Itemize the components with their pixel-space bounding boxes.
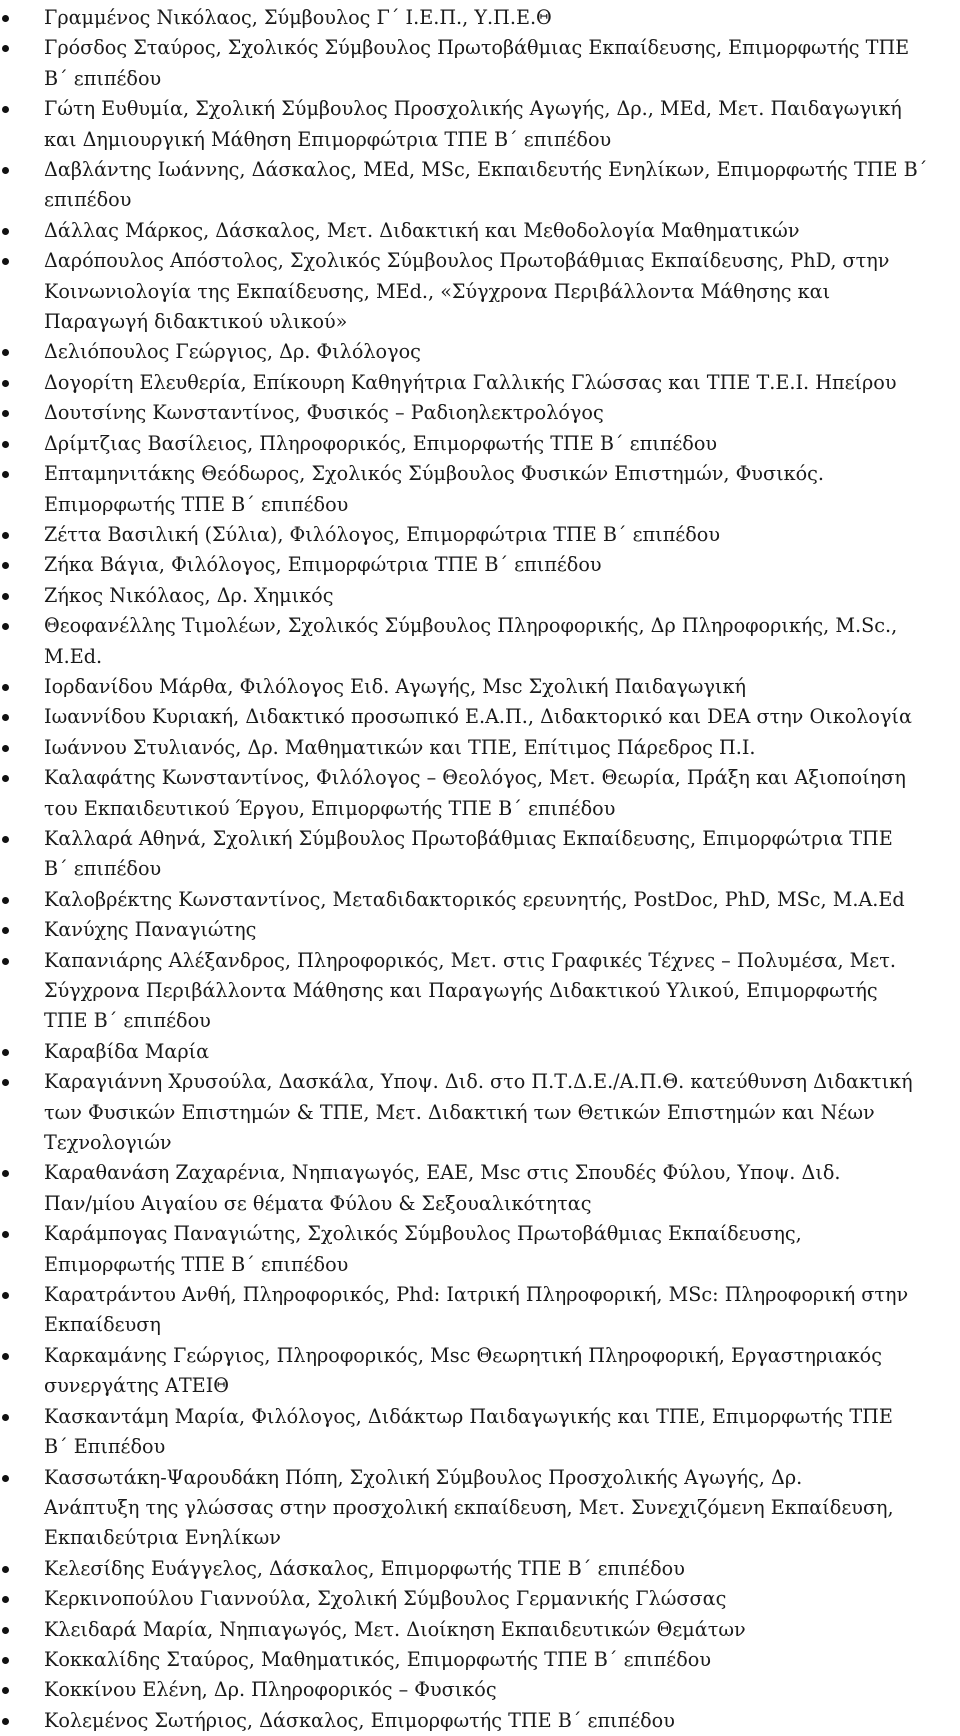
list-item (0, 1067, 960, 1158)
list-item (0, 611, 960, 672)
bullet-icon (2, 775, 9, 782)
list-item (0, 1675, 960, 1705)
list-item-text-line: Θεοφανέλλης Τιμολέων, Σχολικός Σύμβουλος Πληροφορικής, Δρ Πληροφορικής, M.Sc., (44, 614, 898, 638)
list-item-text-line: και Δημιουργική Μάθηση Επιμορφώτρια ΤΠΕ Β΄ επιπέδου (44, 127, 612, 151)
bullet-icon (2, 1657, 9, 1664)
list-item-text-line: Β΄ Επιπέδου (44, 1435, 166, 1459)
list-item (0, 216, 960, 246)
bullet-icon (2, 1079, 9, 1086)
list-item (0, 1645, 960, 1675)
list-item (0, 1463, 960, 1554)
list-item-text-line: Κλειδαρά Μαρία, Νηπιαγωγός, Μετ. Διοίκηση Εκπαιδευτικών Θεμάτων (44, 1617, 746, 1641)
list-item-text-line: Δρίμτζιας Βασίλειος, Πληροφορικός, Επιμορφωτής ΤΠΕ Β΄ επιπέδου (44, 431, 718, 455)
list-item (0, 1402, 960, 1463)
list-item-text-line: Εκπαίδευση (44, 1313, 161, 1337)
list-item-text-line: Κοκκαλίδης Σταύρος, Μαθηματικός, Επιμορφωτής ΤΠΕ Β΄ επιπέδου (44, 1647, 711, 1671)
bullet-icon (2, 1627, 9, 1634)
list-item (0, 246, 960, 337)
list-item-text-line: των Φυσικών Επιστημών & ΤΠΕ, Μετ. Διδακτική των Θετικών Επιστημών και Νέων (44, 1100, 875, 1124)
list-item-text-line: Τεχνολογιών (44, 1131, 172, 1155)
list-item-text-line: Ιωάννου Στυλιανός, Δρ. Μαθηματικών και ΤΠΕ, Επίτιμος Πάρεδρος Π.Ι. (44, 735, 756, 759)
list-item-text-line: Β΄ επιπέδου (44, 857, 162, 881)
list-item (0, 581, 960, 611)
list-item (0, 33, 960, 94)
list-item-text-line: επιπέδου (44, 188, 132, 212)
list-item-text-line: Β΄ επιπέδου (44, 66, 162, 90)
bullet-icon (2, 167, 9, 174)
bullet-icon (2, 258, 9, 265)
list-item (0, 3, 960, 33)
list-item (0, 824, 960, 885)
bullet-icon (2, 1566, 9, 1573)
list-item-text-line: Καρκαμάνης Γεώργιος, Πληροφορικός, Msc Θεωρητική Πληροφορική, Εργαστηριακός (44, 1343, 882, 1367)
list-item-text-line: Παν/μίου Αιγαίου σε θέματα Φύλου & Σεξουαλικότητας (44, 1191, 592, 1215)
list-item (0, 368, 960, 398)
bullet-icon (2, 562, 9, 569)
list-item-text-line: Γρόσδος Σταύρος, Σχολικός Σύμβουλος Πρωτοβάθμιας Εκπαίδευσης, Επιμορφωτής ΤΠΕ (44, 36, 910, 60)
list-item (0, 672, 960, 702)
list-item (0, 1341, 960, 1402)
bullet-icon (2, 1170, 9, 1177)
bullet-icon (2, 1414, 9, 1421)
bullet-icon (2, 593, 9, 600)
list-item-text-line: του Εκπαιδευτικού Έργου, Επιμορφωτής ΤΠΕ Β΄ επιπέδου (44, 796, 616, 820)
list-item-text-line: Ιωαννίδου Κυριακή, Διδακτικό προσωπικό Ε.Α.Π., Διδακτορικό και DEA στην Οικολογία (44, 705, 912, 729)
list-item (0, 155, 960, 216)
list-item (0, 915, 960, 945)
list-item-text-line: Ζέττα Βασιλική (Σύλια), Φιλόλογος, Επιμορφώτρια ΤΠΕ Β΄ επιπέδου (44, 522, 721, 546)
bullet-icon (2, 714, 9, 721)
list-item-text-line: Καραβίδα Μαρία (44, 1039, 210, 1063)
bullet-icon (2, 745, 9, 752)
list-item-text-line: Επιμορφωτής ΤΠΕ Β΄ επιπέδου (44, 1252, 349, 1276)
list-item-text-line: Επιμορφωτής ΤΠΕ Β΄ επιπέδου (44, 492, 349, 516)
list-item (0, 946, 960, 1037)
bullet-icon (2, 897, 9, 904)
bullet-icon (2, 1475, 9, 1482)
list-item-text-line: ΤΠΕ Β΄ επιπέδου (44, 1009, 211, 1033)
bullet-icon (2, 1718, 9, 1725)
list-item (0, 459, 960, 520)
list-item-text-line: Κασσωτάκη-Ψαρουδάκη Πόπη, Σχολική Σύμβουλος Προσχολικής Αγωγής, Δρ. (44, 1465, 803, 1489)
list-item-text-line: Καλαφάτης Κωνσταντίνος, Φιλόλογος – Θεολόγος, Μετ. Θεωρία, Πράξη και Αξιοποίηση (44, 766, 906, 790)
list-item (0, 733, 960, 763)
list-item (0, 520, 960, 550)
bullet-icon (2, 1687, 9, 1694)
bullet-icon (2, 532, 9, 539)
list-item-text-line: Καλλαρά Αθηνά, Σχολική Σύμβουλος Πρωτοβάθμιας Εκπαίδευσης, Επιμορφώτρια ΤΠΕ (44, 826, 893, 850)
list-item-text-line: Καρατράντου Ανθή, Πληροφορικός, Phd: Ιατρική Πληροφορική, MSc: Πληροφορική στην (44, 1283, 909, 1307)
bullet-icon (2, 45, 9, 52)
bullet-icon (2, 958, 9, 965)
list-item (0, 885, 960, 915)
list-item (0, 1280, 960, 1341)
list-item-text-line: Δάλλας Μάρκος, Δάσκαλος, Μετ. Διδακτική και Μεθοδολογία Μαθηματικών (44, 218, 800, 242)
list-item-text-line: Κολεμένος Σωτήριος, Δάσκαλος, Επιμορφωτής ΤΠΕ Β΄ επιπέδου (44, 1708, 675, 1732)
bullet-icon (2, 623, 9, 630)
list-item-text-line: Δελιόπουλος Γεώργιος, Δρ. Φιλόλογος (44, 340, 421, 364)
list-item (0, 429, 960, 459)
list-item-text-line: Καραγιάννη Χρυσούλα, Δασκάλα, Υποψ. Διδ. στο Π.Τ.Δ.Ε./Α.Π.Θ. κατεύθυνση Διδακτική (44, 1070, 913, 1094)
list-item-text-line: Επταμηνιτάκης Θεόδωρος, Σχολικός Σύμβουλος Φυσικών Επιστημών, Φυσικός. (44, 462, 824, 486)
list-item-text-line: Εκπαιδεύτρια Ενηλίκων (44, 1526, 281, 1550)
bullet-icon (2, 684, 9, 691)
list-item-text-line: Ζήκα Βάγια, Φιλόλογος, Επιμορφώτρια ΤΠΕ Β΄ επιπέδου (44, 553, 602, 577)
list-item-text-line: Κανύχης Παναγιώτης (44, 918, 257, 942)
list-item-text-line: Καράμπογας Παναγιώτης, Σχολικός Σύμβουλος Πρωτοβάθμιας Εκπαίδευσης, (44, 1222, 802, 1246)
list-item (0, 1158, 960, 1219)
bullet-icon (2, 106, 9, 113)
list-item-text-line: Καραθανάση Ζαχαρένια, Νηπιαγωγός, ΕΑΕ, Msc στις Σπουδές Φύλου, Υποψ. Διδ. (44, 1161, 841, 1185)
list-item-text-line: M.Ed. (44, 644, 103, 668)
list-item-text-line: Καλοβρέκτης Κωνσταντίνος, Μεταδιδακτορικός ερευνητής, PostDoc, PhD, MSc, M.A.Ed (44, 887, 905, 911)
list-item-text-line: Ιορδανίδου Μάρθα, Φιλόλογος Ειδ. Αγωγής, Msc Σχολική Παιδαγωγική (44, 674, 746, 698)
list-item-text-line: Σύγχρονα Περιβάλλοντα Μάθησης και Παραγωγής Διδακτικού Υλικού, Επιμορφωτής (44, 979, 878, 1002)
list-item-text-line: Κοινωνιολογία της Εκπαίδευσης, MEd., «Σύγχρονα Περιβάλλοντα Μάθησης και (44, 279, 831, 303)
list-item (0, 1037, 960, 1067)
list-item-text-line: Δουτσίνης Κωνσταντίνος, Φυσικός – Ραδιοηλεκτρολόγος (44, 401, 604, 425)
list-item (0, 1615, 960, 1645)
bullet-icon (2, 1353, 9, 1360)
list-item-text-line: Καπανιάρης Αλέξανδρος, Πληροφορικός, Μετ. στις Γραφικές Τέχνες – Πολυμέσα, Μετ. (44, 948, 896, 972)
list-item (0, 398, 960, 428)
list-item (0, 1584, 960, 1614)
bullet-icon (2, 836, 9, 843)
list-item (0, 550, 960, 580)
list-item-text-line: Κελεσίδης Ευάγγελος, Δάσκαλος, Επιμορφωτής ΤΠΕ Β΄ επιπέδου (44, 1556, 685, 1580)
list-item-text-line: Γραμμένος Νικόλαος, Σύμβουλος Γ΄ Ι.Ε.Π., Υ.Π.Ε.Θ (44, 6, 552, 29)
list-item-text-line: Κερκινοπούλου Γιαννούλα, Σχολική Σύμβουλος Γερμανικής Γλώσσας (44, 1587, 727, 1611)
bullet-icon (2, 349, 9, 356)
list-item-text-line: Δαβλάντης Ιωάννης, Δάσκαλος, MEd, MSc, Εκπαιδευτής Ενηλίκων, Επιμορφωτής ΤΠΕ Β΄ (44, 158, 928, 182)
list-item (0, 763, 960, 824)
bullet-icon (2, 1049, 9, 1056)
list-item-text-line: Δαρόπουλος Απόστολος, Σχολικός Σύμβουλος Πρωτοβάθμιας Εκπαίδευσης, PhD, στην (44, 249, 890, 273)
list-item-text-line: Ζήκος Νικόλαος, Δρ. Χημικός (44, 583, 334, 607)
list-item (0, 1706, 960, 1736)
instructor-list (0, 3, 960, 1736)
list-item-text-line: Γώτη Ευθυμία, Σχολική Σύμβουλος Προσχολικής Αγωγής, Δρ., MEd, Μετ. Παιδαγωγική (44, 97, 902, 121)
bullet-icon (2, 410, 9, 417)
bullet-icon (2, 15, 9, 22)
bullet-icon (2, 471, 9, 478)
list-item-text-line: Κοκκίνου Ελένη, Δρ. Πληροφορικός – Φυσικός (44, 1678, 497, 1702)
list-item-text-line: Ανάπτυξη της γλώσσας στην προσχολική εκπαίδευση, Μετ. Συνεχιζόμενη Εκπαίδευση, (44, 1495, 894, 1519)
bullet-icon (2, 1596, 9, 1603)
bullet-icon (2, 1231, 9, 1238)
list-item (0, 1219, 960, 1280)
list-item (0, 337, 960, 367)
list-item-text-line: Κασκαντάμη Μαρία, Φιλόλογος, Διδάκτωρ Παιδαγωγικής και ΤΠΕ, Επιμορφωτής ΤΠΕ (44, 1404, 893, 1428)
list-item (0, 702, 960, 732)
list-item (0, 1554, 960, 1584)
bullet-icon (2, 1292, 9, 1299)
list-item (0, 94, 960, 155)
list-item-text-line: Δογορίτη Ελευθερία, Επίκουρη Καθηγήτρια Γαλλικής Γλώσσας και ΤΠΕ Τ.Ε.Ι. Ηπείρου (44, 370, 897, 394)
bullet-icon (2, 228, 9, 235)
bullet-icon (2, 927, 9, 934)
list-item-text-line: Παραγωγή διδακτικού υλικού» (44, 310, 348, 334)
bullet-icon (2, 380, 9, 387)
list-item-text-line: συνεργάτης ΑΤΕΙΘ (44, 1374, 229, 1398)
bullet-icon (2, 441, 9, 448)
